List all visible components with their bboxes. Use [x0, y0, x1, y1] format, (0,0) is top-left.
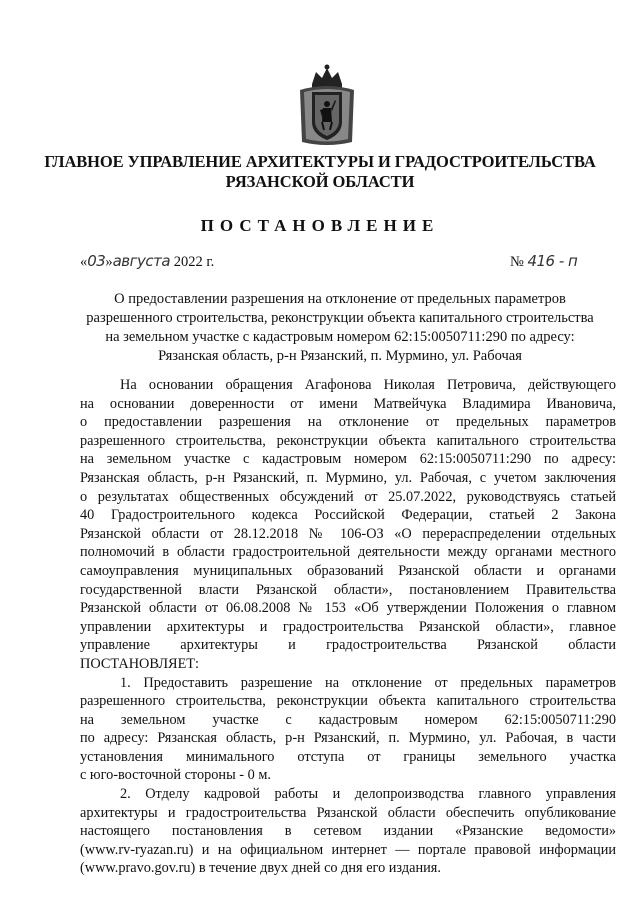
document-subject — [80, 290, 600, 366]
number-value: 416 - п — [527, 252, 578, 270]
resolution-keyword: ПОСТАНОВЛЯЕТ: — [80, 655, 200, 672]
date-day: 03 — [87, 252, 106, 270]
item-2-line: 2. Отделу кадровой работы и делопроизводства главного управления — [120, 786, 616, 803]
body-line: о предоставлении разрешения на отклонение от предельных параметров — [80, 414, 616, 431]
number-prefix: № — [510, 254, 524, 270]
date-open-quote: « — [80, 254, 88, 270]
body-line: о результатах общественных обсуждений от 25.07.2022, руководствуясь статьей — [80, 488, 616, 505]
body-line: управлении архитектуры и градостроительства Рязанской области», главное — [80, 618, 616, 635]
body-line: на земельном участке с кадастровым номером 62:15:0050711:290 по адресу: — [80, 451, 616, 468]
body-line: управление архитектуры и градостроительства Рязанской области — [80, 637, 616, 654]
body-line: государственной власти Рязанской области», постановлением Правительства — [80, 581, 616, 598]
body-line: разрешенного строительства, реконструкции объекта капитального строительства — [80, 432, 616, 449]
item-1-line: установления минимального отступа от границы земельного участка — [80, 748, 616, 765]
body-line: Рязанская область, р-н Рязанский, п. Мурмино, ул. Рабочая, с учетом заключения — [80, 469, 616, 486]
item-2-line: (www.rv-ryazan.ru) и на официальном интернет — портале правовой информации — [80, 841, 616, 858]
document-number — [510, 252, 577, 271]
body-line: 40 Градостроительного кодекса Российской Федерации, статьей 2 Закона — [80, 507, 616, 524]
item-2-line: настоящего постановления в сетевом издании «Рязанские ведомости» — [80, 823, 616, 840]
item-2-line: архитектуры и градостроительства Рязанской области обеспечить опубликование — [80, 804, 616, 821]
document-date — [80, 252, 214, 271]
coat-of-arms-icon — [296, 64, 358, 148]
body-line: Рязанской области от 28.12.2018 № 106-ОЗ «О перераспределении отдельных — [80, 525, 616, 542]
document-type-title: ПОСТАНОВЛЕНИЕ — [200, 216, 440, 235]
organization-region: РЯЗАНСКОЙ ОБЛАСТИ — [225, 172, 415, 191]
item-1-line: с юго-восточной стороны - 0 м. — [80, 767, 271, 784]
body-line: самоуправления муниципальных образований Рязанской области и органами — [80, 562, 616, 579]
body-line: На основании обращения Агафонова Николая Петровича, действующего — [120, 377, 616, 393]
date-year: 2022 г. — [173, 254, 215, 270]
subject-line: О предоставлении разрешения на отклонение от предельных параметров — [114, 291, 566, 307]
item-2-line: (www.pravo.gov.ru) в течение двух дней со дня его издания. — [80, 860, 441, 877]
organization-name: ГЛАВНОЕ УПРАВЛЕНИЕ АРХИТЕКТУРЫ И ГРАДОСТРОИТЕЛЬСТВА — [44, 152, 596, 171]
date-close-quote: » — [105, 254, 113, 270]
subject-line: Рязанская область, р-н Рязанский, п. Мурмино, ул. Рабочая — [158, 348, 522, 364]
body-line: на основании доверенности от имени Матвейчука Владимира Ивановича, — [80, 395, 616, 412]
date-month: августа — [112, 252, 171, 270]
subject-line: разрешенного строительства, реконструкции объекта капитального строительства — [86, 310, 594, 326]
body-line: Рязанской области от 06.08.2008 № 153 «Об утверждении Положения о главном — [80, 600, 616, 617]
item-1-line: разрешенного строительства, реконструкции объекта капитального строительства — [80, 693, 616, 710]
document-body — [80, 376, 616, 878]
item-1-line: на земельном участке с кадастровым номером 62:15:0050711:290 — [80, 711, 616, 728]
subject-line: на земельном участке с кадастровым номером 62:15:0050711:290 по адресу: — [105, 329, 575, 345]
body-line: полномочий в области градостроительной деятельности между органами местного — [80, 544, 616, 561]
item-1-line: по адресу: Рязанская область, р-н Рязанский, п. Мурмино, ул. Рабочая, в части — [80, 730, 616, 747]
item-1-line: 1. Предоставить разрешение на отклонение от предельных параметров — [120, 674, 616, 691]
